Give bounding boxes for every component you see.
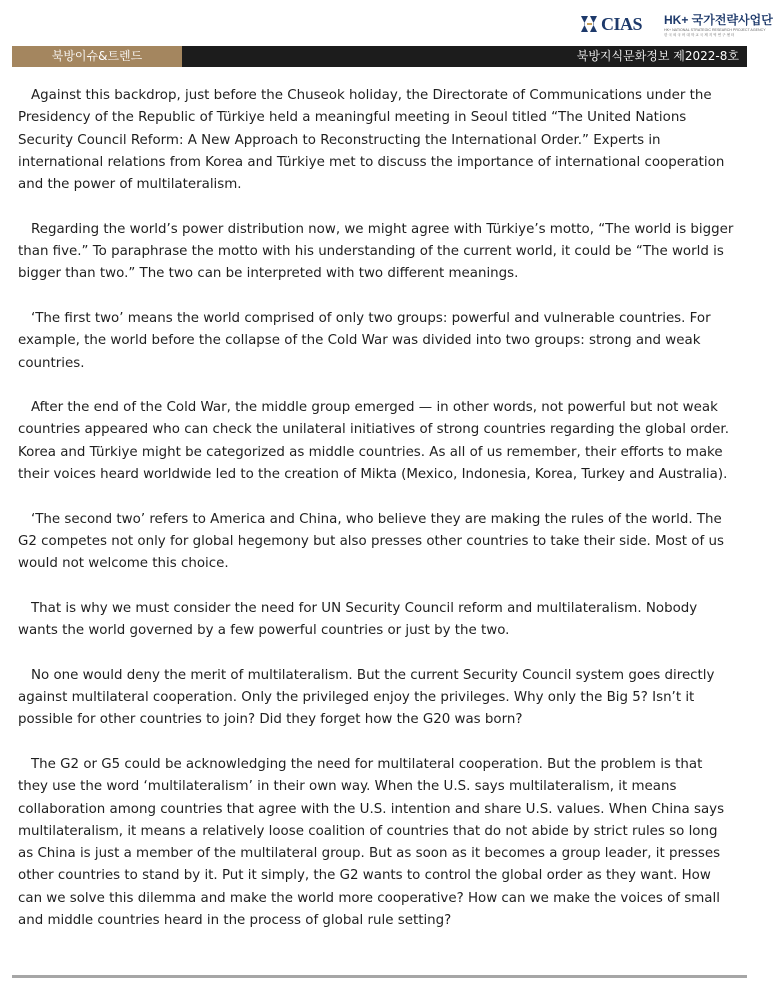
paragraph: ‘The second two’ refers to America and China, who believe they are making the rules of the world. The G2 competes not only for global hegemony but also presses other countries to take their side. Most of us would not welcome this choice.: [18, 511, 724, 572]
paragraph: ‘The first two’ means the world comprised of only two groups: powerful and vulnerable countries. For example, the world before the collapse of the Cold War was divided into two groups: strong and weak countries.: [18, 310, 711, 371]
paragraph: Regarding the world’s power distribution now, we might agree with Türkiye’s motto, “The world is bigger than five.” To paraphrase the motto with his understanding of the current world, it could be “The world is bigger than two.” The two can be interpreted with two different meanings.: [18, 221, 734, 282]
paragraph: Against this backdrop, just before the Chuseok holiday, the Directorate of Communications under the Presidency of the Republic of Türkiye held a meaningful meeting in Seoul titled “The United Nations Security Council Reform: A New Approach to Reconstructing the International Order.” Experts in international relations from Korea and Türkiye met to discuss the importance of international cooperation and the power of multilateralism.: [18, 88, 725, 193]
cias-emblem-icon: [578, 12, 600, 36]
publication-label: 북방지식문화정보 제2022-8호: [576, 49, 739, 63]
article-body: [18, 85, 734, 955]
paragraph: After the end of the Cold War, the middle group emerged — in other words, not powerful but not weak countries appeared who can check the unilateral initiatives of strong countries regarding the global order. Korea and Türkiye might be categorized as middle countries. As all of us remember, their efforts to make their voices heard worldwide led to the creation of Mikta (Mexico, Indonesia, Korea, Turkey and Australia).: [18, 400, 729, 483]
logo-subtitle-line: 한 국 외 국 어 대 학 교 국 제 지 역 연 구 센 터: [664, 32, 735, 37]
paragraph: The G2 or G5 could be acknowledging the need for multilateral cooperation. But the problem is that they use the word ‘multilateralism’ in their own way. When the U.S. says multilateralism, it means collaboration among countries that agree with the U.S. intention and share U.S. values. When China says multilateralism, it means a relatively loose coalition of countries that do not abide by strict rules so long as China is just a member of the multilateral group. But as soon as it becomes a group leader, it presses other countries to stand by it. Put it simply, the G2 wants to control the global order as they want. How can we solve this dilemma and make the world more cooperative? How can we make the voices of small and middle countries heard in the process of global rule setting?: [18, 756, 725, 928]
logo-program-text: HK+ 국가전략사업단: [664, 13, 773, 27]
logo-subtitle: [664, 28, 766, 37]
logo-brand-text: CIAS: [601, 14, 643, 34]
paragraph: No one would deny the merit of multilateralism. But the current Security Council system goes directly against multilateral cooperation. Only the privileged enjoy the privileges. Why only the Big 5? Isn’t it possible for other countries to join? Did they forget how the G20 was born?: [18, 667, 715, 728]
paragraph: That is why we must consider the need for UN Security Council reform and multilateralism. Nobody wants the world governed by a few powerful countries or just by the two.: [18, 600, 698, 639]
section-label: 북방이슈&트렌드: [12, 46, 182, 67]
footer-divider: [12, 975, 747, 978]
header-bar: [12, 46, 747, 67]
logo-subtitle-line: HK+ NATIONAL STRATEGIC RESEARCH PROJECT AGENCY: [664, 28, 766, 32]
cias-logo: [578, 10, 773, 40]
